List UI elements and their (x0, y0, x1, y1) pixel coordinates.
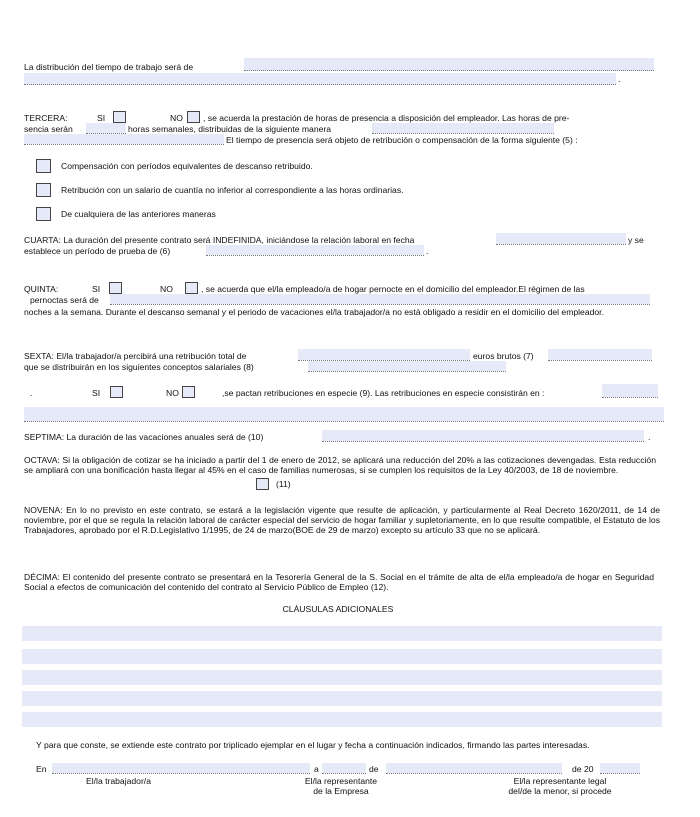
sexta-especie-field-2[interactable] (24, 407, 664, 421)
clausula-field-5[interactable] (22, 712, 662, 727)
quinta-no-checkbox[interactable] (185, 282, 198, 294)
sexta-si-checkbox[interactable] (110, 386, 123, 398)
tercera-line2a: sencia serán (24, 124, 73, 134)
final-anio-dots (600, 773, 640, 774)
signature-representante-empresa (296, 777, 386, 797)
tercera-si-label: SI (97, 113, 106, 123)
sexta-especie-field-1[interactable] (602, 384, 658, 397)
quinta-line-2: pernoctas será de (30, 295, 99, 305)
tercera-manera-dots-2 (24, 144, 224, 145)
tercera-option-1-checkbox[interactable] (36, 159, 51, 173)
sexta-especie-text: ,se pactan retribuciones en especie (9). Las retribuciones en especie consistirán en : (222, 388, 545, 398)
quinta-regimen-field[interactable] (110, 294, 650, 304)
quinta-regimen-dots (110, 304, 650, 305)
sexta-euros-dots (548, 360, 652, 361)
sexta-dot: . (30, 388, 33, 398)
sexta-line-1b: euros brutos (7) (473, 351, 534, 361)
tercera-manera-field-1[interactable] (372, 123, 554, 133)
final-anio-field[interactable] (600, 763, 640, 773)
tercera-label: TERCERA: (24, 113, 68, 123)
clausula-field-4[interactable] (22, 691, 662, 706)
final-lugar-dots (52, 773, 310, 774)
tercera-no-checkbox[interactable] (187, 111, 200, 123)
distribucion-dots-1 (244, 70, 654, 71)
signature-legal-line1: El/la representante legal (513, 776, 607, 786)
tercera-text-1: , se acuerda la prestación de horas de presencia a disposición del empleador. Las horas de pre- (203, 113, 570, 123)
quinta-no-label: NO (160, 284, 173, 294)
tercera-option-3-checkbox[interactable] (36, 207, 51, 221)
final-dia-field[interactable] (322, 763, 366, 773)
distribucion-end: . (618, 74, 621, 84)
quinta-text-1: , se acuerda que el/la empleado/a de hogar pernocte en el domicilio del empleador.El régimen de las (201, 284, 585, 294)
final-en-label: En (36, 764, 47, 774)
distribucion-label: La distribución del tiempo de trabajo será de (24, 62, 194, 72)
sexta-no-label: NO (166, 388, 179, 398)
septima-end: . (648, 432, 651, 442)
sexta-no-checkbox[interactable] (182, 386, 195, 398)
sexta-conceptos-field[interactable] (308, 361, 506, 371)
septima-vacaciones-field[interactable] (322, 430, 644, 441)
sexta-line-2: que se distribuirán en los siguientes conceptos salariales (8) (24, 362, 254, 372)
sexta-euros-field[interactable] (548, 349, 652, 360)
sexta-especie-dots-1 (602, 397, 658, 398)
sexta-retribucion-field[interactable] (298, 349, 470, 360)
cuarta-fecha-dots (496, 244, 626, 245)
cuarta-line-1-end: y se (628, 235, 644, 245)
cuarta-end: . (426, 246, 429, 256)
octava-ref: (11) (276, 479, 291, 489)
clausula-field-3[interactable] (22, 670, 662, 685)
decima-text: DÉCIMA: El contenido del presente contrato se presentará en la Tesorería General de la S. Social en el trámite de alta de el/la empleado/a de hogar en Seguridad Social a efectos de comunicación del contenido del contrato al Servicio Público de Empleo (12). (24, 572, 654, 592)
final-mes-dots (386, 773, 562, 774)
octava-text: OCTAVA: Si la obligación de cotizar se ha iniciado a partir del 1 de enero de 2012, se aplicará una reducción del 20% a las cotizaciones devengadas. Esta reducción se ampliará con una bonificación hasta llegar al 45% en el caso de familias numerosas, si se cumplen los requisitos de la Ley 40/2003, de 18 de noviembre. (24, 455, 656, 475)
final-a-label: a (314, 764, 319, 774)
tercera-option-2-checkbox[interactable] (36, 183, 51, 197)
tercera-manera-field-2[interactable] (24, 134, 224, 144)
signature-representante-legal (490, 777, 630, 797)
clausulas-title: CLÁUSULAS ADICIONALES (282, 604, 394, 614)
tercera-option-2-label: Retribución con un salario de cuantía no inferior al correspondiente a las horas ordinarias. (61, 185, 404, 195)
cuarta-prueba-dots (206, 255, 424, 256)
tercera-option-3-label: De cualquiera de las anteriores maneras (61, 209, 216, 219)
final-dia-dots (322, 773, 366, 774)
tercera-option-1-label: Compensación con períodos equivalentes de descanso retribuido. (61, 161, 313, 171)
septima-vacaciones-dots (322, 441, 644, 442)
tercera-no-label: NO (170, 113, 183, 123)
signature-trabajador: El/la trabajador/a (86, 776, 151, 786)
cuarta-line-1: CUARTA: La duración del presente contrato será INDEFINIDA, iniciándose la relación laboral en fecha (24, 235, 415, 245)
signature-representante-line2: de la Empresa (313, 785, 369, 796)
quinta-label: QUINTA: (24, 284, 59, 294)
cuarta-line-2: establece un período de prueba de (6) (24, 246, 171, 256)
signature-representante-line1: El/la representante (304, 776, 378, 786)
cuarta-fecha-field[interactable] (496, 233, 626, 244)
signature-legal-line2: del/de la menor, si procede (508, 785, 612, 796)
novena-text: NOVENA: En lo no previsto en este contrato, se estará a la legislación vigente que resulte de aplicación, y particularmente al Real Decreto 1620/2011, de 14 de noviembre, por el que se regula la relación laboral de carácter especial del servicio de hogar familiar y supletoriamente, en lo que resulte compatible, el Estatuto de los Trabajadores, aprobado por el R.D.Legislativo 1/1995, de 24 de marzo(BOE de 29 de marzo) excepto su artículo 33 que no se aplicará. (24, 505, 660, 535)
sexta-especie-dots-2 (24, 421, 664, 422)
final-de-label: de (369, 764, 379, 774)
septima-text: SEPTIMA: La duración de las vacaciones anuales será de (10) (24, 432, 264, 442)
quinta-line-3: noches a la semana. Durante el descanso semanal y el periodo de vacaciones el/la trabajador/a no está obligado a residir en el domicilio del empleador. (24, 307, 604, 317)
tercera-horas-field[interactable] (86, 123, 126, 133)
distribucion-dots-2 (24, 84, 616, 85)
quinta-si-label: SI (92, 284, 101, 294)
sexta-line-1a: SEXTA: El/la trabajador/a percibirá una retribución total de (24, 351, 247, 361)
octava-checkbox[interactable] (256, 478, 269, 490)
final-lugar-field[interactable] (52, 763, 310, 773)
cuarta-prueba-field[interactable] (206, 245, 424, 255)
clausula-field-1[interactable] (22, 626, 662, 641)
tercera-line3: El tiempo de presencia será objeto de retribución o compensación de la forma siguiente (5) : (226, 135, 578, 145)
tercera-line2b: horas semanales, distribuidas de la siguiente manera (128, 124, 332, 134)
final-mes-field[interactable] (386, 763, 562, 773)
tercera-manera-dots-1 (372, 133, 554, 134)
final-text: Y para que conste, se extiende este contrato por triplicado ejemplar en el lugar y fecha a continuación indicados, firmando las partes interesadas. (36, 740, 590, 750)
quinta-si-checkbox[interactable] (109, 282, 122, 294)
tercera-si-checkbox[interactable] (113, 111, 126, 123)
clausula-field-2[interactable] (22, 649, 662, 664)
sexta-si-label: SI (92, 388, 101, 398)
sexta-conceptos-dots (308, 371, 506, 372)
final-de20-label: de 20 (572, 764, 594, 774)
